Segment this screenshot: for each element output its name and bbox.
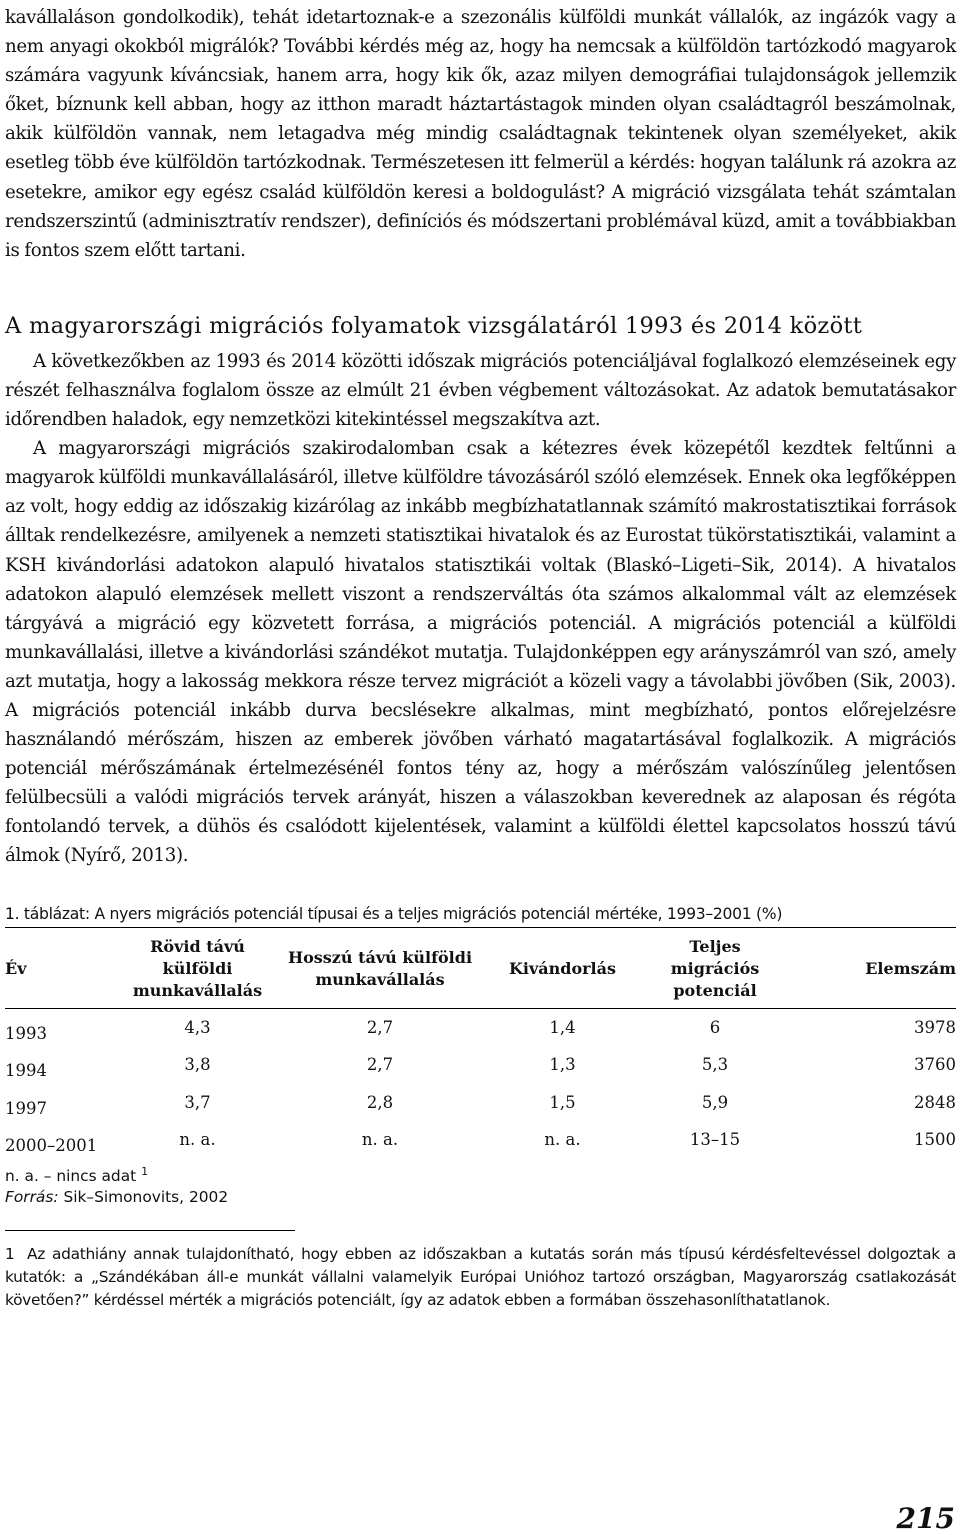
header-emigration: Kivándorlás [480, 928, 645, 1009]
cell-total: 5,9 [701, 1092, 729, 1112]
cell-year-value: 1997 [5, 1098, 47, 1118]
cell-emigration: 1,5 [549, 1092, 576, 1112]
table-row [5, 1084, 956, 1122]
table-source [5, 1187, 956, 1208]
cell-emigration: 1,3 [549, 1055, 576, 1075]
cell-sample-size: 3978 [914, 1017, 956, 1037]
header-long-term-line2: munkavállalás [315, 969, 445, 989]
table-row [5, 1046, 956, 1084]
header-short-term-line1: Rövid távú külföldi [150, 936, 245, 978]
table-header-row [5, 928, 956, 1009]
cell-short-term: n. a. [179, 1130, 216, 1150]
source-label: Forrás: [5, 1187, 59, 1206]
header-long-term [280, 928, 480, 1009]
footnote-number: 1 [5, 1244, 15, 1263]
cell-year [5, 1046, 115, 1084]
cell-year [5, 1008, 115, 1046]
cell-short-term: 3,8 [184, 1055, 211, 1075]
header-total [645, 928, 785, 1009]
source-text: Sik–Simonovits, 2002 [58, 1187, 229, 1206]
cell-long-term: 2,8 [366, 1092, 394, 1112]
cell-long-term: n. a. [361, 1130, 399, 1150]
header-year: Év [5, 928, 115, 1009]
cell-short-term: 3,7 [184, 1092, 211, 1112]
table-notes [5, 1161, 956, 1208]
cell-year-value: 1994 [5, 1061, 47, 1081]
footnote-reference: 1 [141, 1164, 149, 1178]
cell-total: 5,3 [701, 1055, 729, 1075]
footnote [5, 1243, 956, 1313]
header-long-term-line1: Hosszú távú külföldi [287, 947, 473, 967]
header-total-line2: potenciál [673, 980, 757, 1000]
footnote-text: Az adathiány annak tulajdonítható, hogy ebben az időszakban a kutatás során más típusú kérdésfeltevéssel dolgoztak a kutatók: a „Szándékában áll-e munkát vállalni valamelyik Európai Unióhoz tartozó országban, Magyarország csatlakozását követően?” kérdéssel mérték a migrációs potenciált, így az adatok ebben a formában összehasonlíthatatlanok. [5, 1244, 956, 1310]
document-page [5, 0, 956, 1312]
cell-emigration: 1,4 [549, 1017, 576, 1037]
header-total-line1: Teljes migrációs [670, 936, 760, 978]
intro-paragraph: kavállaláson gondolkodik), tehát idetartoznak-e a szezonális külföldi munkát vállalók, az ingázók vagy a nem anyagi okokból migrálók? További kérdés még az, hogy ha nemcsak a külföldön tartózkodó magyarok számára vagyunk kíváncsiak, hanem arra, hogy kik ők, azaz milyen demográfiai tulajdonságok jellemzik őket, bíznunk kell abban, hogy az itthon maradt háztartástagok minden olyan családtagról beszámolnak, akik külföldön vannak, nem letagadva még mindig családtagnak tekintenek olyan személyeket, akik esetleg több éve külföldön tartózkodnak. Természetesen itt felmerül a kérdés: hogyan találunk rá azokra az esetekre, amikor egy egész család külföldön keresi a boldogulást? A migráció vizsgálata tehát számtalan rendszerszintű (adminisztratív rendszer), definíciós és módszertani problémával küzd, amit a továbbiakban is fontos szem előtt tartani. [5, 7, 956, 261]
paragraph-2: A következőkben az 1993 és 2014 közötti időszak migrációs potenciáljával foglalkozó elemzéseinek egy részét felhasználva foglalom össze az elmúlt 21 évben végbement változásokat. Az adatok bemutatásakor időrendben haladok, egy nemzetközi kitekintéssel megszakítva azt. [5, 350, 956, 431]
section-title: A magyarországi migrációs folyamatok vizsgálatáról 1993 és 2014 között [5, 312, 863, 339]
cell-sample-size: 1500 [914, 1130, 956, 1150]
table-caption: 1. táblázat: A nyers migrációs potenciál típusai és a teljes migrációs potenciál mértéke, 1993–2001 (%) [5, 905, 956, 928]
footnote-divider [5, 1230, 295, 1231]
paragraph-3: A magyarországi migrációs szakirodalomban csak a kétezres évek közepétől kezdtek feltűnni a magyarok külföldi munkavállalásáról, illetve külföldre távozásáról szóló elemzések. Ennek oka legfőképpen az volt, hogy eddig az időszakig kizárólag az inkább megbízhatatlannak számító makrostatisztikai források álltak rendelkezésre, amilyenek a nemzeti statisztikai hivatalok és az Eurostat tükörstatisztikái, valamint a KSH kivándorlási adatokon alapuló hivatalos statisztikái voltak (Blaskó–Ligeti–Sik, 2014). A hivatalos adatokon alapuló elemzések mellett viszont a rendszerváltás óta számos alkalommal vált az elemzések tárgyává a migráció egy közvetett forrása, a migrációs potenciál. A migrációs potenciál a külföldi munkavállalási, illetve a kivándorlási szándékot mutatja. Tulajdonképpen egy arányszámról van szó, amely azt mutatja, hogy a lakosság mekkora része tervez migrációt a közeli vagy a távolabbi jövőben (Sik, 2003). A migrációs potenciál inkább durva becslésekre alkalmas, mint megbízható, pontos előrejelzésre használandó mérőszám, hiszen az emberek jövőben várható magatartásával foglalkozik. A migrációs potenciál mérőszámának értelmezésénél fontos tény az, hogy a mérőszám valószínűleg jelentősen felülbecsüli a valódi migrációs tervek arányát, hiszen a válaszokban keverednek az alaposan és régóta fontolandó tervek, a dühös és csalódott kijelentések, valamint a külföldi élettel kapcsolatos hosszú távú álmok (Nyírő, 2013). [5, 438, 956, 867]
cell-year-value: 2000–2001 [5, 1136, 98, 1156]
cell-long-term: 2,7 [366, 1017, 394, 1037]
cell-year [5, 1121, 115, 1159]
table-row [5, 1008, 956, 1046]
migration-potential-table [5, 928, 956, 1159]
header-short-term [115, 928, 280, 1009]
header-short-term-line2: munkavállalás [132, 980, 263, 1000]
cell-year-value: 1993 [5, 1023, 47, 1043]
table-row [5, 1121, 956, 1159]
header-sample-size: Elemszám [785, 928, 956, 1009]
cell-total: 6 [709, 1017, 721, 1037]
cell-short-term: 4,3 [184, 1017, 211, 1037]
cell-sample-size: 2848 [914, 1092, 956, 1112]
cell-total: 13–15 [689, 1130, 741, 1150]
cell-sample-size: 3760 [914, 1055, 956, 1075]
cell-year [5, 1084, 115, 1122]
cell-long-term: 2,7 [366, 1055, 394, 1075]
note-text: n. a. – nincs adat [5, 1166, 137, 1185]
table-note [5, 1161, 956, 1187]
cell-emigration: n. a. [544, 1130, 581, 1150]
page-number: 215 [896, 1502, 955, 1535]
